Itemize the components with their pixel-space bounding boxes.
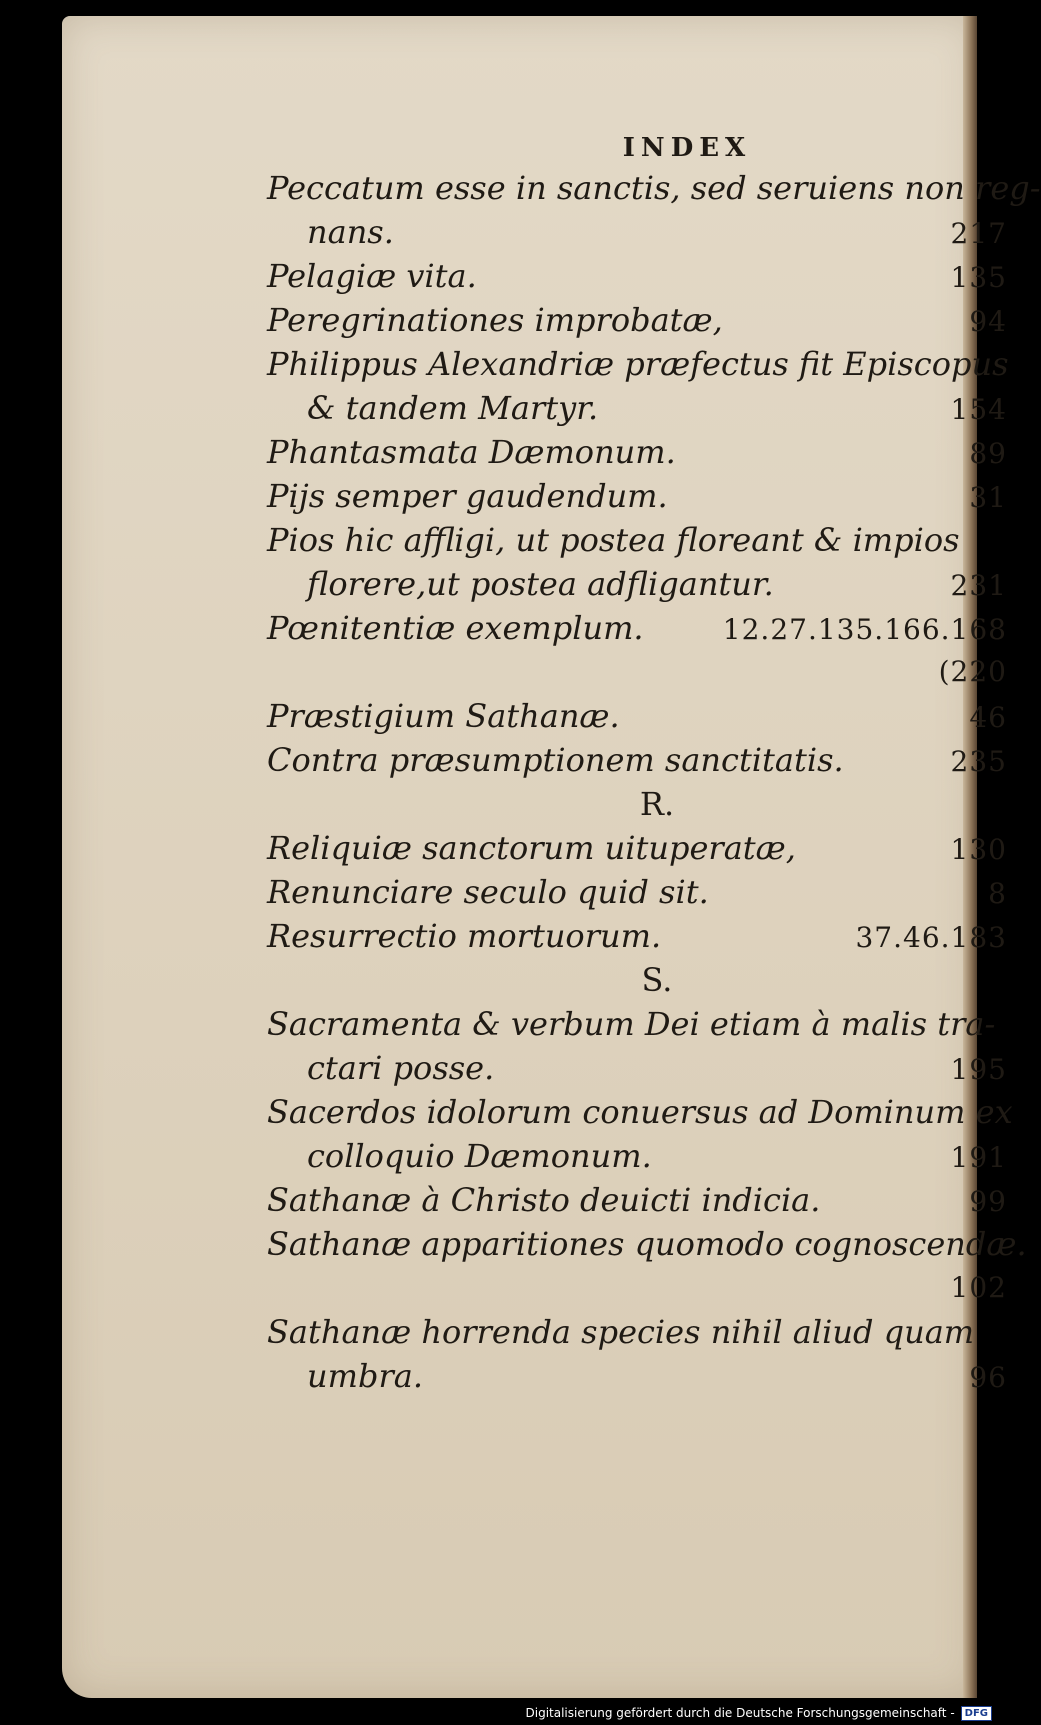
page-number: 8 xyxy=(988,877,1007,910)
entry-text: Peregrinationes improbatæ, xyxy=(267,301,723,339)
page-number: 31 xyxy=(969,481,1007,514)
entry-text: Pios hic affligi, ut postea floreant & impios xyxy=(267,521,960,559)
page-number: 37.46.183 xyxy=(855,921,1007,954)
entry-text: umbra. xyxy=(307,1357,423,1395)
entry-text: Sathanæ horrenda species nihil aliud quam xyxy=(267,1313,975,1351)
page-number: 130 xyxy=(950,833,1007,866)
entry-text: colloquio Dæmonum. xyxy=(307,1137,652,1175)
section-heading-s: S. xyxy=(641,961,673,999)
footer-text: Digitalisierung gefördert durch die Deutsche Forschungsgemeinschaft - xyxy=(525,1706,955,1720)
index-entry xyxy=(267,298,1007,342)
page-number: 102 xyxy=(950,1271,1007,1304)
index-entry xyxy=(267,1310,1007,1398)
page-number: 96 xyxy=(969,1361,1007,1394)
entry-text: Peccatum esse in sanctis, sed seruiens non reg- xyxy=(267,169,1041,207)
page-number: 135 xyxy=(950,261,1007,294)
page-number: 46 xyxy=(969,701,1007,734)
index-entry xyxy=(267,606,1007,694)
page-number: 191 xyxy=(950,1141,1007,1174)
index-text xyxy=(267,130,1041,1398)
entry-text: Præstigium Sathanæ. xyxy=(267,697,620,735)
entry-text: Sathanæ apparitiones quomodo cognoscendæ. xyxy=(267,1225,1027,1263)
entry-text: ctari posse. xyxy=(307,1049,495,1087)
entry-text: & tandem Martyr. xyxy=(307,389,599,427)
page-number: 12.27.135.166.168 xyxy=(722,613,1007,646)
index-entry xyxy=(267,914,1007,958)
index-entry xyxy=(267,166,1041,254)
entry-text: Pœnitentiæ exemplum. xyxy=(267,609,644,647)
entry-text: Renunciare seculo quid sit. xyxy=(267,873,709,911)
index-entry xyxy=(267,254,1007,298)
index-entry xyxy=(267,474,1007,518)
index-entry xyxy=(267,694,1007,738)
index-entry xyxy=(267,738,1007,782)
page-number: 154 xyxy=(950,393,1007,426)
book-page xyxy=(62,16,1041,1698)
entry-text: Philippus Alexandriæ præfectus fit Episcopus xyxy=(267,345,1009,383)
page-number: 94 xyxy=(969,305,1007,338)
index-entry xyxy=(267,1222,1027,1310)
entry-text: Contra præsumptionem sanctitatis. xyxy=(267,741,844,779)
digitization-footer xyxy=(0,1701,1000,1725)
page-number: (220 xyxy=(938,655,1007,688)
index-entry xyxy=(267,518,1007,606)
entry-text: Pelagiæ vita. xyxy=(267,257,477,295)
entry-text: Resurrectio mortuorum. xyxy=(267,917,662,955)
entry-text: florere,ut postea adfligantur. xyxy=(307,565,774,603)
section-heading-r: R. xyxy=(639,785,675,823)
entry-text: Reliquiæ sanctorum uituperatæ, xyxy=(267,829,796,867)
entry-text: Pijs semper gaudendum. xyxy=(267,477,668,515)
index-entry xyxy=(267,870,1007,914)
entry-text: Sacerdos idolorum conuersus ad Dominum ex xyxy=(267,1093,1013,1131)
page-number: 99 xyxy=(969,1185,1007,1218)
page-number: 195 xyxy=(950,1053,1007,1086)
entry-text: Phantasmata Dæmonum. xyxy=(267,433,676,471)
page-header: INDEX xyxy=(622,133,752,163)
index-entry xyxy=(267,1090,1013,1178)
index-entry xyxy=(267,342,1007,430)
entry-text: Sathanæ à Christo deuicti indicia. xyxy=(267,1181,821,1219)
entry-text: Sacramenta & verbum Dei etiam à malis tra- xyxy=(267,1005,996,1043)
index-entry xyxy=(267,1178,1007,1222)
index-entry xyxy=(267,1002,1007,1090)
index-entry xyxy=(267,430,1007,474)
page-number: 217 xyxy=(950,217,1007,250)
entry-text: nans. xyxy=(307,213,394,251)
dfg-logo: DFG xyxy=(961,1706,992,1721)
page-number: 231 xyxy=(950,569,1007,602)
index-entry xyxy=(267,826,1007,870)
page-number: 89 xyxy=(969,437,1007,470)
page-number: 235 xyxy=(950,745,1007,778)
